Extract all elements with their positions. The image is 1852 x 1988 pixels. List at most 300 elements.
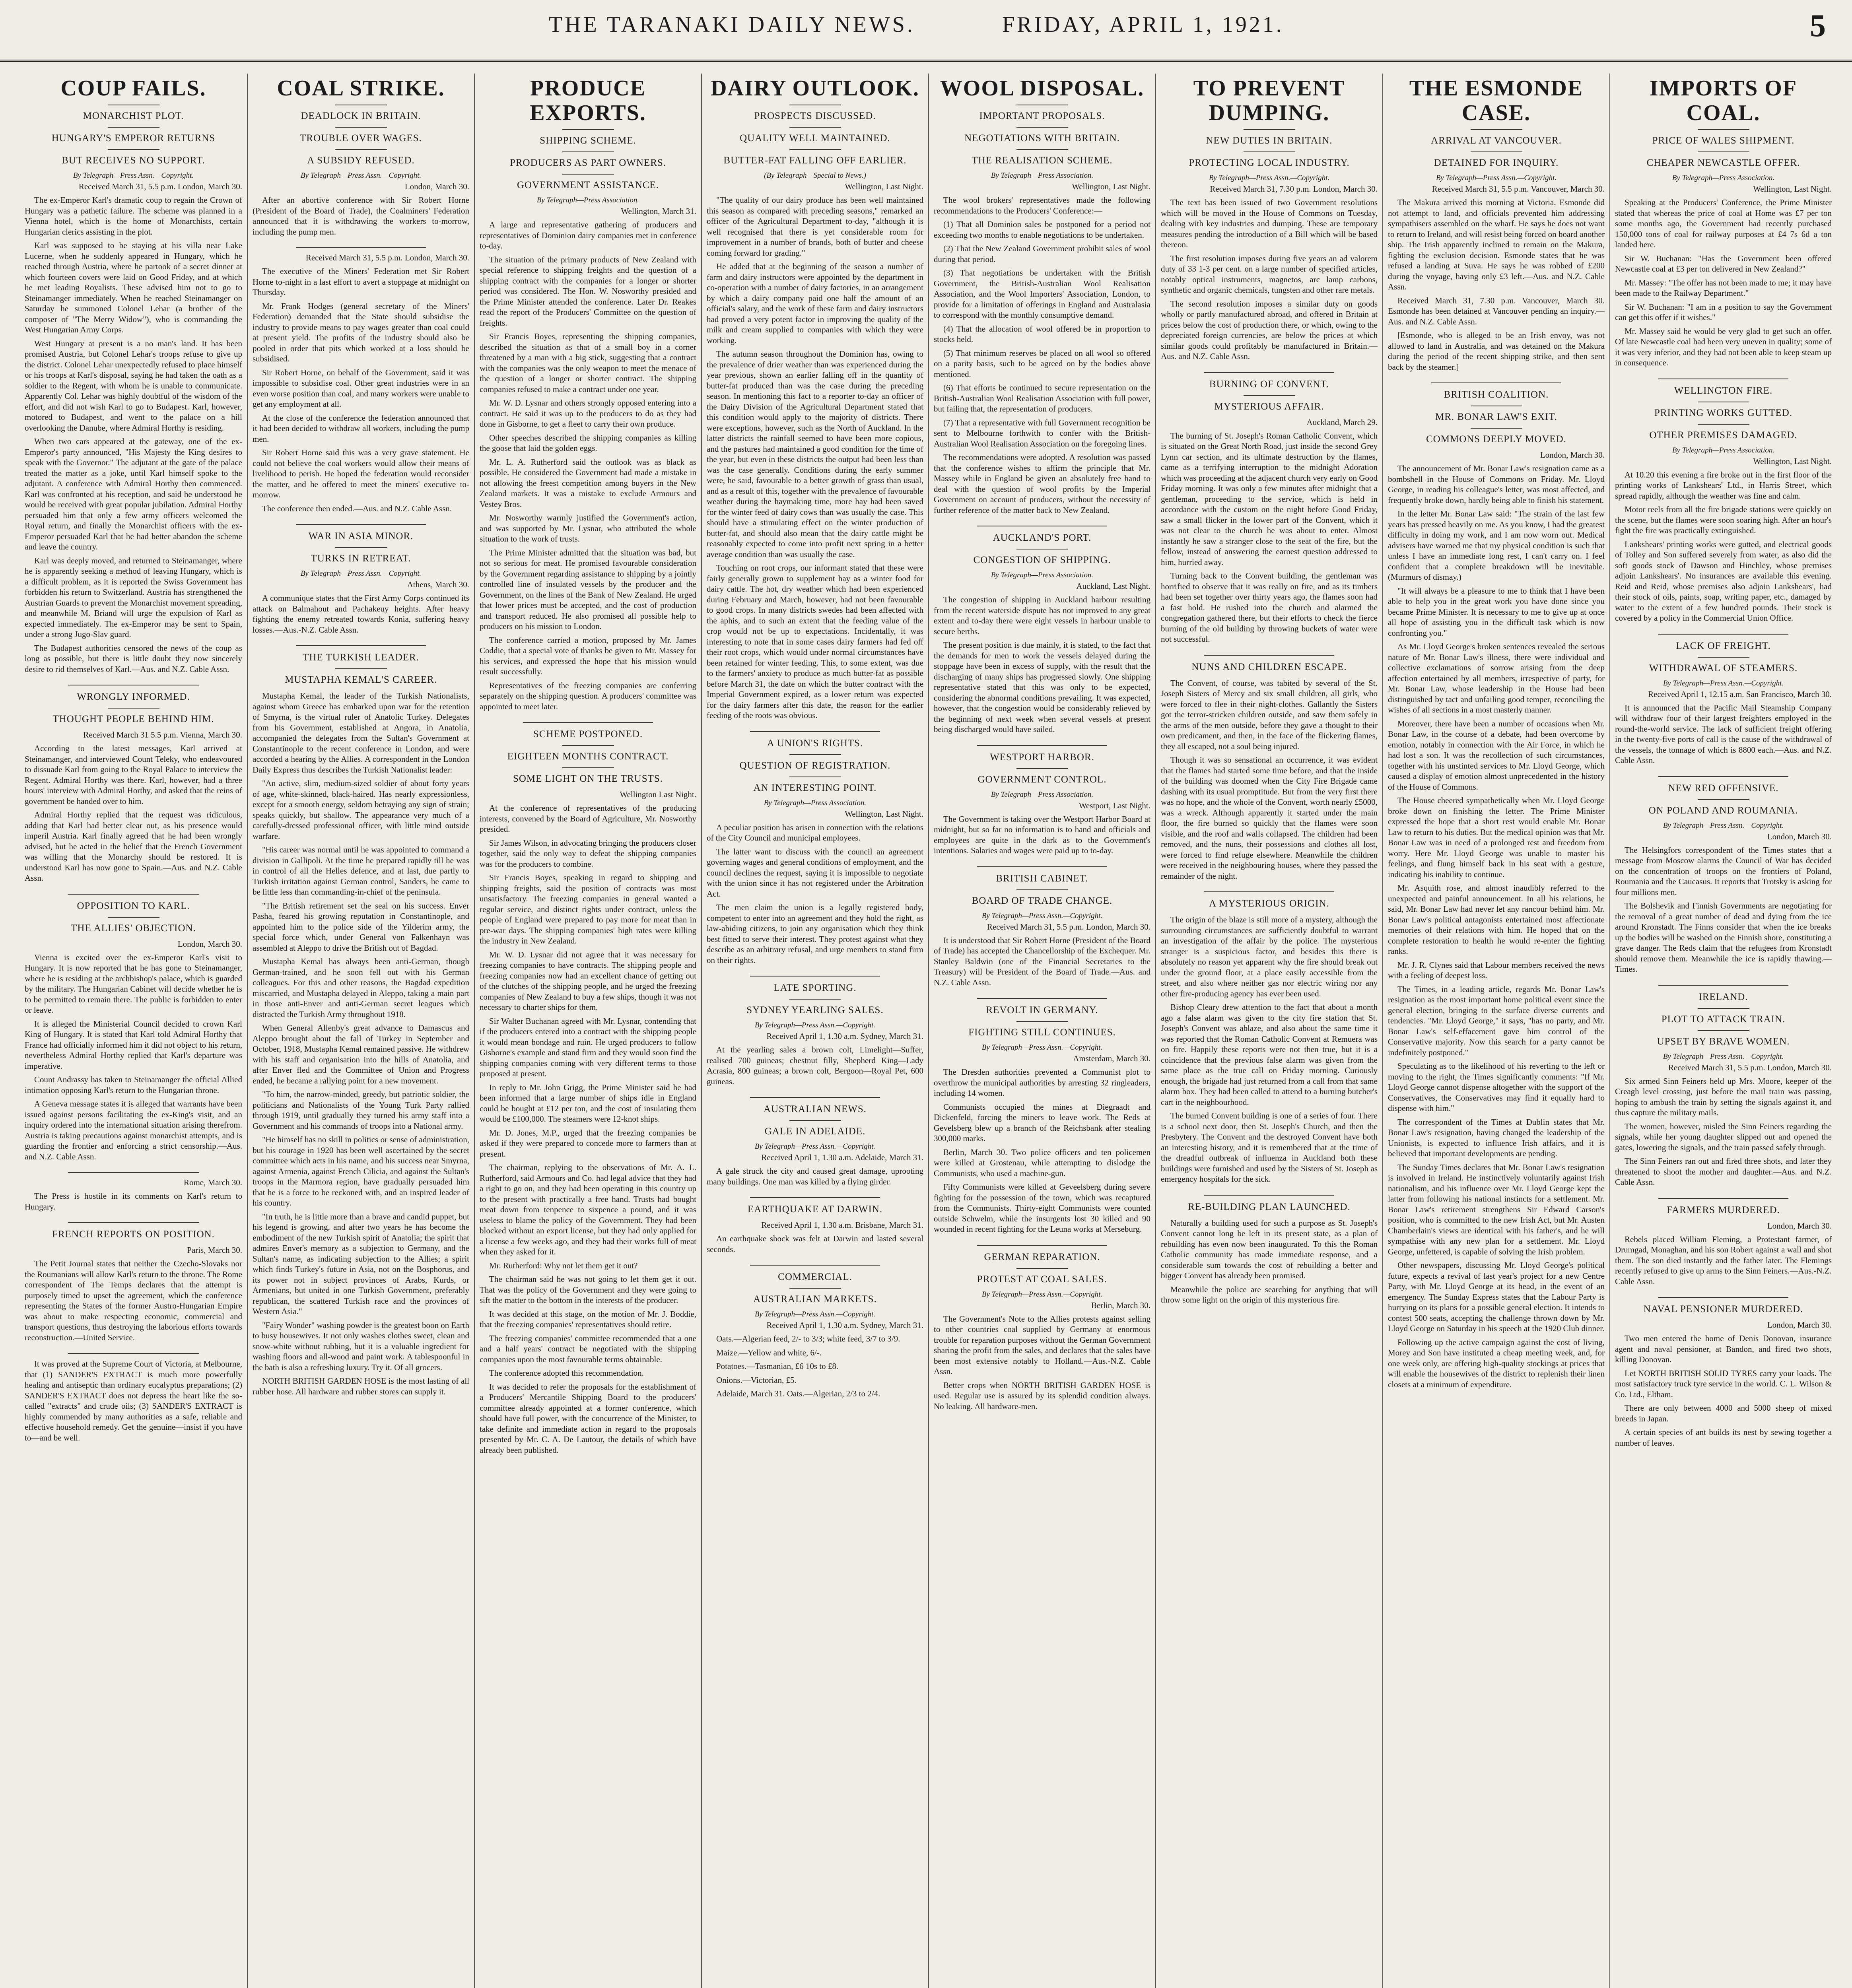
article [707, 1197, 923, 1254]
paragraph: Potatoes.—Tasmanian, £6 10s to £8. [716, 1361, 839, 1371]
subhead-rule [108, 149, 159, 150]
subhead-rule [562, 745, 614, 746]
paragraph: There are only between 4000 and 5000 sheep of mixed breeds in Japan. [1615, 1403, 1832, 1423]
dateline: Wellington, March 31. [621, 206, 696, 216]
subheadline: GALE IN ADELAIDE. [764, 1126, 866, 1137]
paragraph: Representatives of the freezing companies are conferring separately on the shipping question. A producers' committee was appointed to meet later. [480, 680, 696, 711]
paragraph: The announcement of Mr. Bonar Law's resignation came as a bombshell in the House of Commons on Friday. Mr. Lloyd George, in reading his colleague's letter, was most affected, and frequently broke down, hardly being able to finish his statement. [1388, 464, 1605, 505]
subheadline: BRITISH COALITION. [1444, 389, 1549, 400]
subheadline: BRITISH CABINET. [996, 873, 1088, 884]
paragraph: Mustapha Kemal has always been anti-German, though German-trained, and he soon fell out with his German colleagues. For this and other reasons, the Bagdad expedition miscarried, and Mustapha delayed in Aleppo, taking a main part in those anti-Enver and anti-German secret leagues which distracted the Turkish Army throughout 1918. [253, 957, 469, 1019]
paragraph: The Government's Note to the Allies protests against selling to other countries coal supplied by Germany at enormous trouble for reparation purposes without the German Government sharing the profit from the sales, and declares that the sales have been most extensive notably to Holland.—Aus.-N.Z. Cable Assn. [934, 1314, 1150, 1376]
subheadline: NEW RED OFFENSIVE. [1668, 782, 1779, 794]
dateline: Received April 1, 1.30 a.m. Sydney, March 31. [766, 1031, 923, 1041]
article [1161, 655, 1378, 881]
paragraph: Mustapha Kemal, the leader of the Turkish Nationalists, against whom Greece has embarked upon war for the retention of Smyrna, is the virtual ruler of Anatolic Turkey. Delegates from his Government, established at Angora, in Anatolia, accompanied the delegates from the Sultan's Government at Constantinople to the recent conference in London, and were accorded a hearing by the Allies. A correspondent in the London Daily Express thus describes the Turkish Nationalist leader: [253, 691, 469, 775]
article-separator [1658, 634, 1788, 635]
paragraph: The second resolution imposes a similar duty on goods wholly or partly manufactured abroad, and offered in Britain at prices below the cost of production there, or which, owing to the depreciated foreign currencies, are below the prices at which similar goods could profitably be manufactured in Britain.—Aus. and N.Z. Cable Assn. [1161, 299, 1378, 361]
article [934, 1245, 1150, 1412]
paragraph: Though it was so sensational an occurrence, it was evident that the flames had started some time before, and that the inside of the building was doomed when the City Fire Brigade came dashing with its usual promptitude. But from the very first there was no hope, and the whole of the Convent, worth nearly £5000, was a wreck. Although apparently it started under the main floor, the fire burned so quickly that the flames were soon visible, and the roof and walls collapsed. The children had been removed, and the nuns, their possessions and clothes all lost, were forced to find refuge elsewhere. Meanwhile the children were received in the neighbouring houses, where they passed the remainder of the night. [1161, 755, 1378, 881]
paragraph: The conference then ended.—Aus. and N.Z. Cable Assn. [262, 503, 452, 513]
paragraph: Speculating as to the likelihood of his reverting to the left or moving to the right, the Times significantly comments: "If Mr. Lloyd George cannot dispense altogether with the support of the Conservatives, the Conservatives may find it equally hard to dispense with him." [1388, 1061, 1605, 1113]
article [707, 976, 923, 1087]
subheadline: AUSTRALIAN NEWS. [763, 1104, 867, 1114]
dateline: Rome, March 30. [184, 1178, 242, 1187]
dateline: Wellington, Last Night. [1753, 456, 1832, 466]
article-separator [977, 745, 1107, 746]
paragraph: The Press is hostile in its comments on Karl's return to Hungary. [25, 1191, 242, 1211]
article-separator [1658, 985, 1788, 986]
paragraph: The chairman, replying to the observations of Mr. A. L. Rutherford, said Armours and Co. had legal advice that they had a right to go on, and they had been operating in this country up to the present with practically a free hand. Trusts had bought meat down from tenpence to sixpence a pound, and it was useless to blame the policy of the Government. They had been blocked without an export license, but they had only applied for a license a few weeks ago, and they had their works full of meat when they asked for it. [480, 1163, 696, 1256]
subheadline: BURNING OF CONVENT. [1209, 379, 1329, 390]
dateline: London, March 30. [177, 939, 242, 949]
paragraph: The conference carried a motion, proposed by Mr. James Coddie, that a special vote of thanks be given to Mr. Massey for his services, and expressed the hope that his mission would result successfully. [480, 635, 696, 676]
paragraph: A peculiar position has arisen in connection with the relations of the City Council and municipal employees. [707, 822, 923, 843]
subheadline: A UNION'S RIGHTS. [767, 738, 863, 749]
paragraph: (6) That efforts be continued to secure representation on the British-Australian Wool Realisation Association with full power, but failing that, the representation of producers. [934, 383, 1150, 414]
dateline: Received March 31, 5.5 p.m. London, March 30. [78, 182, 242, 191]
dateline: Received March 31, 7.30 p.m. London, March 30. [1210, 184, 1378, 194]
article [707, 731, 923, 966]
paragraph: The Makura arrived this morning at Victoria. Esmonde did not attempt to land, and officials prevented him addressing sympathisers assembled on the wharf. He says he does not want to return to Ireland, and will resist being forced on board another ship. The Irish apparently inclined to remain on the Makura, fighting the exclusion decision. Esmonde states that he was refused a landing at Suva. He says he was robbed of £200 during the voyage, having only £3 left.—Aus. and N.Z. Cable Assn. [1388, 198, 1605, 291]
paragraph: Count Andrassy has taken to Steinamanger the official Allied intimation opposing Karl's return to the Hungarian throne. [25, 1075, 242, 1095]
headline: COUP FAILS. [60, 76, 206, 101]
column-1 [20, 74, 247, 1988]
article-separator [750, 731, 880, 732]
article [707, 1097, 923, 1187]
article [934, 745, 1150, 856]
article [1615, 1297, 1832, 1448]
article [1388, 76, 1605, 372]
subhead-rule [1471, 428, 1522, 429]
article [253, 76, 469, 237]
subhead-rule [1016, 127, 1068, 128]
subheadline: FRENCH REPORTS ON POSITION. [52, 1229, 215, 1240]
byline: By Telegraph—Press Assn.—Copyright. [1663, 679, 1784, 687]
subhead-rule [1244, 395, 1295, 396]
paragraph: Mr. L. A. Rutherford said the outlook was as black as possible. He considered the Government had made a mistake in not allowing the freest competition among buyers in the New Zealand markets. It was a mistake to exclude Armours and Vestey Bros. [480, 457, 696, 509]
subheadline: AUSTRALIAN MARKETS. [753, 1294, 877, 1305]
subheadline: THE TURKISH LEADER. [303, 652, 419, 663]
dateline: Received March 31 5.5 p.m. Vienna, March 30. [83, 730, 242, 740]
article-separator [1204, 372, 1334, 373]
article [25, 76, 242, 674]
subhead-rule [335, 668, 387, 669]
column-2 [247, 74, 474, 1988]
paragraph: The text has been issued of two Government resolutions which will be moved in the House of Commons on Tuesday, dealing with key industries and dumping. These are temporary measures pending the introduction of a Bill which will be based thereon. [1161, 198, 1378, 249]
article [1161, 891, 1378, 1184]
subheadline: IRELAND. [1698, 991, 1748, 1002]
article-separator [68, 1353, 198, 1354]
byline: By Telegraph—Press Assn.—Copyright. [981, 1043, 1103, 1052]
subheadline: COMMONS DEEPLY MOVED. [1426, 434, 1566, 445]
column-3 [474, 74, 701, 1988]
headline: THE ESMONDE CASE. [1409, 76, 1584, 125]
paragraph: Meanwhile the police are searching for anything that will throw some light on the origin of this mysterious fire. [1161, 1284, 1378, 1305]
subhead-rule [1244, 129, 1295, 130]
subheadline: REVOLT IN GERMANY. [986, 1005, 1098, 1015]
paragraph: The wool brokers' representatives made the following recommendations to the Producers' Conference:— [934, 195, 1150, 215]
subhead-rule [1698, 657, 1749, 658]
subheadline: GOVERNMENT ASSISTANCE. [517, 180, 659, 190]
article [25, 1353, 242, 1443]
article [25, 685, 242, 883]
dateline: Received April 1, 1.30 a.m. Sydney, March 31. [766, 1320, 923, 1330]
newspaper-title: THE TARANAKI DAILY NEWS. [549, 12, 915, 37]
dateline: Athens, March 30. [407, 580, 469, 589]
article-separator [1204, 891, 1334, 892]
paragraph: A gale struck the city and caused great damage, uprooting many buildings. One man was killed by a flying girder. [707, 1166, 923, 1186]
subheadline: SCHEME POSTPONED. [533, 729, 643, 740]
paragraph: The Sunday Times declares that Mr. Bonar Law's resignation is involved in Ireland. He instinctively voluntarily against Irish nationalism, and his influence over Mr. Lloyd George kept the latter from following his national instincts for a settlement. Mr. Bonar Law's retirement strengthens Sir Edward Carson's position, who is committed to the new Irish Act, but Mr. Austen Chamberlain's views are identical with his father's, and he will sympathise with any new plan for a settlement. Mr. Lloyd George, unfettered, is capable of solving the Irish problem. [1388, 1162, 1605, 1256]
paragraph: Rebels placed William Fleming, a Protestant farmer, of Drumgad, Monaghan, and his son Robert against a wall and shot them. The son died instantly and the father later. The Flemings recently refused to give up arms to the Sinn Feiners.—Aus.-N.Z. Cable Assn. [1615, 1234, 1832, 1286]
subheadline: WITHDRAWAL OF STEAMERS. [1649, 662, 1798, 674]
paragraph: (4) That the allocation of wool offered be in proportion to stocks held. [934, 324, 1150, 344]
paragraph: The Times, in a leading article, regards Mr. Bonar Law's resignation as the most important home political event since the general election, bringing to the surface diverse currents and tendencies. "Mr. Lloyd George," it says, "has no party, and Mr. Bonar Law's self-effacement gave him control of the Conservative majority. Now this search for a party cannot be indefinitely postponed." [1388, 984, 1605, 1057]
paragraph: At the close of the conference the federation announced that it had been decided to withdraw all workers, including the pump men. [253, 413, 469, 444]
paragraph: Oats.—Algerian feed, 2/- to 3/3; white feed, 3/7 to 3/9. [716, 1334, 900, 1343]
paragraph: According to the latest messages, Karl arrived at Steinamanger, and interviewed Count Teleky, who endeavoured to dissuade Karl from going to the Royal Palace to interview the Regent. Admiral Horthy was there. Karl, however, had a three hours' interview with Admiral Horthy, and asked that the reins of government be handed over to him. [25, 744, 242, 806]
paragraph: Mr. Massey said he would be very glad to get such an offer. Of late Newcastle coal had been very uneven in quality; some of it was very inferior, and they had not been able to keep steam up in consequence. [1615, 326, 1832, 367]
subheadline: CONGESTION OF SHIPPING. [973, 555, 1111, 565]
byline: By Telegraph—Press Assn.—Copyright. [73, 171, 194, 180]
subhead-rule [108, 127, 159, 128]
paragraph: Motor reels from all the fire brigade stations were quickly on the scene, but the flames were soon soaring high. After an hour's fight the fire was practically extinguished. [1615, 505, 1832, 535]
column-7 [1382, 74, 1609, 1988]
article-separator [68, 1172, 198, 1173]
subheadline: THE REALISATION SCHEME. [972, 155, 1113, 166]
paragraph: The present position is due mainly, it is stated, to the fact that the demands for men to work the vessels delayed during the stoppage have been in excess of supply, with the result that the discharging of many ships has progressed slowly. One shipping representative stated that this was only to be expected, considering the abnormal conditions prevailing. It was expected, however, that the congestion would be considerably relieved by the beginning of next week when several vessels at present being discharged would have sailed. [934, 640, 1150, 734]
paragraph: NORTH BRITISH GARDEN HOSE is the most lasting of all rubber hose. All hardware and rubber stores can supply it. [253, 1376, 469, 1396]
paragraph: Bishop Cleary drew attention to the fact that about a month ago a false alarm was given to the city fire station that St. Joseph's Convent was ablaze, and also about the same time it was reported that the Roman Catholic Convent at Remuera was on fire. Happily these reports were not then true, but it is a coincidence that the previous false alarm was given from the same place as the true call on Friday morning. Curiously enough, the brigade had just returned from a call from that same alarm box. They had been called to attend to a burning butcher's cart in the neighbourhood. [1161, 1002, 1378, 1107]
paragraph: Two men entered the home of Denis Donovan, insurance agent and naval pensioner, at Bandon, and fired two shots, killing Donovan. [1615, 1334, 1832, 1364]
subhead-rule [1698, 151, 1749, 152]
subheadline: QUESTION OF REGISTRATION. [739, 760, 891, 771]
paragraph: It was decided at this stage, on the motion of Mr. J. Boddie, that the freezing companies' representatives should retire. [480, 1309, 696, 1329]
paragraph: Sir Walter Buchanan agreed with Mr. Lysnar, contending that if the producers entered into a contract with the shipping people it would mean bondage and ruin. He urged producers to follow Gisborne's example and stand firm and they would soon find the shipping companies coming with very different terms to those proposed at present. [480, 1016, 696, 1078]
dateline: Auckland, March 29. [1306, 417, 1378, 427]
paragraph: Sir Robert Horne, on behalf of the Government, said it was impossible to subsidise coal. Other great industries were in an even worse position than coal, and many workers were unable to get any employment at all. [253, 367, 469, 409]
subhead-rule [1698, 1030, 1749, 1031]
subhead-rule [1698, 424, 1749, 425]
article [707, 1265, 923, 1399]
subheadline: BUTTER-FAT FALLING OFF EARLIER. [723, 155, 907, 166]
paragraph: The burned Convent building is one of a series of four. There is a school next door, then St. Joseph's Church, and then the Presbytery. The Convent and the destroyed Convent have both an interesting history, and it is remembered that at the time of the dreadful outbreak of influenza in Auckland both these buildings were furnished and used by the Sisters of St. Joseph as emergency hospitals for the sick. [1161, 1111, 1378, 1184]
article [1615, 985, 1832, 1188]
dateline: Wellington, Last Night. [1072, 182, 1150, 191]
article-separator [1658, 776, 1788, 777]
subheadline: WRONGLY INFORMED. [77, 691, 190, 702]
paragraph: Berlin, March 30. Two police officers and ten policemen were killed at Grostenau, while attempting to dislodge the Communists, who used a machine-gun. [934, 1147, 1150, 1178]
paragraph: When two cars appeared at the gateway, one of the ex-Emperor's party announced, "His Majesty the King desires to speak with the Governor." The adjutant at the gate of the palace treated the matter as a joke, until Karl himself spoke to the adjutant. A conference with Admiral Horthy then commenced. Karl was confronted at his reception, and said he understood he would be received with great popular jubilation. Admiral Horthy persuaded him that only a few army officers welcomed the Royal return, and finally the Monarchist officers with the ex-Emperor persuaded Karl that he had better abandon the scheme and leave the country. [25, 437, 242, 551]
article-separator [1658, 1297, 1788, 1298]
subheadline: PROTEST AT COAL SALES. [977, 1274, 1108, 1285]
dateline: London, March 30. [1767, 831, 1832, 841]
page-number: 5 [1810, 8, 1828, 43]
byline: By Telegraph—Press Association. [1672, 174, 1775, 182]
article-separator [1658, 1198, 1788, 1199]
subheadline: MONARCHIST PLOT. [83, 111, 184, 121]
issue-date: FRIDAY, APRIL 1, 1921. [1002, 12, 1284, 37]
subheadline: IMPORTANT PROPOSALS. [979, 111, 1105, 121]
paragraph: Mr. J. R. Clynes said that Labour members received the news with a feeling of deepest loss. [1388, 960, 1605, 980]
paragraph: A large and representative gathering of producers and representatives of Dominion dairy companies met in conference to-day. [480, 220, 696, 250]
paragraph: Fifty Communists were killed at Geveelsberg during severe fighting for the possession of the town, which was recaptured from the Communists. Thirty-eight Communists were counted outside Schwelm, while the insurgents lost 30 killed and 90 wounded in recent fighting for the Leuna works at Merseburg. [934, 1182, 1150, 1234]
dateline: Wellington, Last Night. [1753, 184, 1832, 194]
paragraph: The ex-Emperor Karl's dramatic coup to regain the Crown of Hungary was a pathetic failure. The scheme was planned in a Vienna hotel, which is the home of Monarchists, certain Hungarian clerics assisting in the plot. [25, 195, 242, 237]
subheadline: SHIPPING SCHEME. [540, 135, 636, 146]
subheadline: GOVERNMENT CONTROL. [977, 774, 1107, 785]
paragraph: Speaking at the Producers' Conference, the Prime Minister stated that whereas the price of coal at Home was £7 per ton some months ago, the Government had recently purchased 150,000 tons of coal for railway purposes at £4 7s 6d a ton landed here. [1615, 198, 1832, 249]
article-separator [750, 1265, 880, 1266]
subhead-rule [335, 547, 387, 548]
byline: By Telegraph—Press Assn.—Copyright. [1663, 1052, 1784, 1061]
paragraph: At the conference of representatives of the producing interests, convened by the Board of Agriculture, Mr. Nosworthy presided. [480, 803, 696, 834]
article [253, 524, 469, 635]
paragraph: "The British retirement set the seal on his success. Enver Pasha, feared his growing reputation in Constantinople, and appointed him to the police side of the Yilderim army, the special force which, under General von Falkenhayn was assembled at Aleppo to drive the British out of Bagdad. [253, 901, 469, 953]
byline: By Telegraph—Press Association. [991, 171, 1094, 180]
paragraph: In the letter Mr. Bonar Law said: "The strain of the last few years has pressed heavily on me. As you know, I had the greatest difficulty in doing my work, and I am now worn out. Medical advisers have warned me that my physical condition is such that unless I have an immediate long rest, I can't carry on. I feel confident that a complete breakdown will be inevitable. (Murmurs of dismay.) [1388, 509, 1605, 582]
paragraph: Sir Francis Boyes, speaking in regard to shipping and shipping freights, said the position of contracts was most unsatisfactory. The freezing companies in general wanted a regular service, and distinct rights under contract, unless the people of England were prepared to pay more for meat than in pre-war days. The shipping companies' high rates were killing the industry in New Zealand. [480, 873, 696, 945]
article [1615, 1198, 1832, 1287]
article [253, 645, 469, 1397]
article-separator [296, 645, 426, 646]
subhead-rule [562, 174, 614, 175]
article [1388, 382, 1605, 1390]
paragraph: The Convent, of course, was tabited by several of the St. Joseph Sisters of Mercy and six small children, all girls, who were forced to flee in their night-clothes. Gallantly the Sisters got the terror-stricken children outside, and saw them safely in the arms of the men outside, before they gave a thought to their own predicament, and then, in the face of the flickering flames, they all escaped, not a soul being injured. [1161, 678, 1378, 751]
paragraph: Sir Francis Boyes, representing the shipping companies, described the situation as that of a small boy in a corner threatened by a man with a big stick, suggesting that a contract with the companies was the only weapon to meet the menace of the question of a longer or shorter contract. The shipping companies refused to make a contract under one year. [480, 332, 696, 394]
subhead-rule [108, 708, 159, 709]
paragraph: The Sinn Feiners ran out and fired three shots, and later they threatened to shoot the mother and daughter.—Aus. and N.Z. Cable Assn. [1615, 1156, 1832, 1187]
paragraph: As Mr. Lloyd George's broken sentences revealed the serious nature of Mr. Bonar Law's illness, there were individual and collective exclamations of sorrow arising from the deep affection entertained by all members, irrespective of party, for Mr. Bonar Law, whose leadership in the House had been distinguished by tact and unfailing good temper, reconciling the wishes of all sections in a most masterly manner. [1388, 642, 1605, 714]
paragraph: Received March 31, 7.30 p.m. Vancouver, March 30. Esmonde has been detained at Vancouver pending an inquiry.—Aus. and N.Z. Cable Assn. [1388, 295, 1605, 326]
byline: By Telegraph—Press Association. [991, 571, 1094, 579]
subheadline: PRINTING WORKS GUTTED. [1654, 407, 1793, 418]
article [1615, 76, 1832, 368]
paragraph: When General Allenby's great advance to Damascus and Aleppo brought about the fall of Turkey in September and October, 1918, Mustapha Kemal remained passive. He withdrew with his staff and organisation into the hills of Anatolia, and after Enver fled and the Committee of Union and Progress ended, he became a rallying point for a new movement. [253, 1023, 469, 1085]
dateline: Amsterdam, March 30. [1073, 1054, 1150, 1063]
paragraph: The Prime Minister admitted that the situation was bad, but not so serious for meat. He promised favourable consideration by the Government regarding assistance to shipping by a jointly controlled line of insulated vessels by the producer and the Government, on the lines of the Bank of New Zealand. He urged that lower prices must be accepted, and the cost of production and transport reduced. He also promised all possible help to producers on his mission to London. [480, 547, 696, 631]
subheadline: A SUBSIDY REFUSED. [307, 155, 415, 166]
subhead-rule [789, 754, 841, 755]
paragraph: Karl was supposed to be staying at his villa near Lake Lucerne, when he suddenly appeared in Hungary, which he reached through Austria, where he partook of a secret dinner at which fourteen covers were laid on Good Friday, and at which he met leading Royalists. These advised him not to go to Steinamanger immediately. When he reached Steinamanger on Saturday he summoned Colonel Lehar (a brother of the composer of "The Merry Widow"), who is commanding the West Hungarian Army Corps. [25, 241, 242, 334]
article-separator [750, 976, 880, 977]
subheadline: QUALITY WELL MAINTAINED. [740, 133, 890, 144]
article [1615, 634, 1832, 766]
paragraph: The first resolution imposes during five years an ad valorem duty of 33 1-3 per cent. on a large number of specified articles, notably optical instruments, magnetos, arc lamp carbons, synthetic and organic chemicals, tungsten and other rare metals. [1161, 253, 1378, 295]
paragraph: Turning back to the Convent building, the gentleman was horrified to observe that it was really on fire, and as its timbers had been set together over thirty years ago, the flames soon had a fast hold. He rushed into the church and alarmed the congregation gathered there, but their efforts to check the fierce burning of the old building by throwing buckets of water were not successful. [1161, 571, 1378, 644]
subheadline: DEADLOCK IN BRITAIN. [301, 111, 421, 121]
article [25, 894, 242, 1162]
dateline: Received April 1, 12.15 a.m. San Francisco, March 30. [1648, 689, 1832, 699]
paragraph: "The quality of our dairy produce has been well maintained this season as compared with preceding seasons," remarked an officer of the Agricultural Department to-day, "although it is well recognised that there is yet considerable room for improvement in a number of brands, both of butter and cheese coming forward for grading." [707, 195, 923, 258]
byline: By Telegraph—Press Assn.—Copyright. [981, 911, 1103, 920]
subhead-rule [789, 149, 841, 150]
subhead-rule [789, 1288, 841, 1289]
headline: WOOL DISPOSAL. [940, 76, 1145, 101]
byline: (By Telegraph—Special to News.) [764, 171, 866, 180]
paragraph: A Geneva message states it is alleged that warrants have been issued against persons facilitating the ex-King's visit, and an inquiry ordered into the international situation arising therefrom. Austria is taking precautions against monarchist attempts, and is guarding the frontier and enforcing a strict censorship.—Aus. and N.Z. Cable Assn. [25, 1099, 242, 1161]
column-4 [701, 74, 928, 1988]
byline: By Telegraph—Press Assn.—Copyright. [1663, 821, 1784, 830]
subheadline: CHEAPER NEWCASTLE OFFER. [1646, 157, 1800, 168]
paragraph: It was decided to refer the proposals for the establishment of a Producers' Mercantile Shipping Board to the producers' committee already appointed at a former conference, which should have full power, with the concurrence of the Minister, to take definite and immediate action in regard to the proposals presented by Mr. C. A. De Lautour, the details of which have already been published. [480, 1382, 696, 1455]
byline: By Telegraph—Press Assn.—Copyright. [754, 1142, 876, 1151]
paragraph: "In truth, he is little more than a brave and candid puppet, but his legend is growing, and after two years he has become the embodiment of the new Turkish spirit of Anatolia; the spirit that admires Enver's memory as a subjection to Germany, and the Sultan's name, as indicating subjection to the Allies; a spirit which finds Turkey's future in Asia, not on the Bosphorus, and its power not in subject provinces of Arabs, Kurds, or Armenians, but united in one Turkish Government, preferably republican, the scattered Turkish race and the provinces of Western Asia." [253, 1211, 469, 1316]
subheadline: BUT RECEIVES NO SUPPORT. [62, 155, 205, 166]
subhead-rule [562, 151, 614, 152]
byline: By Telegraph—Press Association. [764, 798, 867, 807]
paragraph: The Budapest authorities censored the news of the coup as long as possible, but there is little doubt they now sincerely desire to rid themselves of Karl.—Aus. and N.Z. Cable Assn. [25, 643, 242, 674]
dateline: Wellington, Last Night. [845, 809, 923, 819]
subhead-rule [789, 127, 841, 128]
article-separator [977, 998, 1107, 999]
paragraph: It is alleged the Ministerial Council decided to crown Karl King of Hungary. It is stated that Karl told Admiral Horthy that France had officially informed him it did not object to his return, nevertheless Admiral Horthy replied that Karl's departure was imperative. [25, 1019, 242, 1071]
byline: By Telegraph—Press Assn.—Copyright. [300, 569, 422, 578]
paragraph: The latter want to discuss with the council an agreement governing wages and general conditions of employment, and the council declines the request, saying it is impossible to negotiate with the union since it has not registered under the Arbitration Act. [707, 846, 923, 899]
paragraph: The autumn season throughout the Dominion has, owing to the prevalence of drier weather than was experienced during the year previous, shown an earlier falling off in the quantity of butter-fat produced than was the case during the preceding season. In mentioning this fact to a reporter to-day an officer of the Dairy Division of the Agricultural Department stated that this condition would apply to the majority of districts. There were exceptions, however, such as the North of Auckland. In the latter districts the rainfall seemed to have been more copious, and the pastures had maintained a good condition for the time of the year, but even in these districts the output had been less than was the case generally. Conditions during the early summer were, he said, favourable to a better growth of grass than usual, and as a result of this, together with the prevalence of favourable weather during the haymaking time, more hay had been saved for the winter feed of dairy cows than was usually the case. This should have a stimulating effect on the winter production of butter-fat, and should also mean that the dairy cattle might be reasonably expected to come into profit next spring in a better average condition than was usually the case. [707, 349, 923, 559]
subhead-rule [1698, 799, 1749, 800]
subheadline: LACK OF FREIGHT. [1676, 640, 1771, 651]
paragraph: Touching on root crops, our informant stated that these were fairly generally grown to supplement hay as a winter food for dairy cattle. The hot, dry weather which had been experienced during February and March, however, had not been favourable to good crops. In many districts swedes had been affected with the aphis, and to such an extent that the feeding value of the crop would not be up to expectations. Incidentally, it was interesting to note that in some cases dairy farmers had fed off their root crops, which would under normal circumstances have been retained for winter feeding. This, to some extent, was due to the farmers' anxiety to produce as much butter-fat as possible before March 31, the date on which the butter contract with the Imperial Government expired, as a lower return was expected for the dairy farmers after this date, the reason for the earlier feeding of the roots was obvious. [707, 563, 923, 720]
paragraph: Lankshears' printing works were gutted, and electrical goods of Tolley and Son suffered severely from water, as also did the soft goods stock of Dawson and Hinchley, whose premises adjoin Lankshears'. No insurances are available this evening. Reid and Reid, whose premises also adjoin Lankshears', had their stock of oils, paints, soap, writing paper, etc., damaged by water to the extent of a few hundred pounds. Their stock is covered by a policy in the Commercial Union Office. [1615, 539, 1832, 623]
subheadline: OTHER PREMISES DAMAGED. [1649, 429, 1798, 441]
subhead-rule [1016, 768, 1068, 769]
paragraph: Mr. Massey: "The offer has not been made to me; it may have been made to the Railway Department." [1615, 278, 1832, 298]
paragraph: Mr. Asquith rose, and almost inaudibly referred to the unexpected and painful announcement. In all his relations, he said, Mr. Bonar Law had never let any rancour behind him. Mr. Bonar Law's political antagonists entertained most affectionate memories of their relations with him. He hoped that on the complete restoration to health he would re-enter the fighting ranks. [1388, 883, 1605, 956]
article-separator [296, 524, 426, 525]
subhead-rule [1698, 1008, 1749, 1009]
subhead-rule [1016, 1021, 1068, 1022]
dateline: Auckland, Last Night. [1076, 581, 1150, 591]
subheadline: COMMERCIAL. [778, 1272, 852, 1282]
paragraph: Mr. Nosworthy warmly justified the Government's action, and was supported by Mr. Lysnar, who attributed the whole situation to the work of trusts. [480, 513, 696, 544]
paragraph: The burning of St. Joseph's Roman Catholic Convent, which is situated on the Great North Road, just inside the second Grey Lynn car section, and its ultimate destruction by the flames, came as a terrifying interruption to the midnight Adoration which was proceeding at the adjacent church very early on Good Friday morning. It was only a few minutes after midnight that a gentleman, proceeding to the service, which is held in accordance with the custom on the night before Good Friday, saw a small flicker in the lower part of the Convent, which it was not clear to the church he was about to enter. Almost instantly he saw a stranger close to the seat of the fire, but the fellow, instead of answering the earnest question addressed to him, hurried away. [1161, 431, 1378, 567]
subheadline: A MYSTERIOUS ORIGIN. [1209, 898, 1329, 909]
paragraph: The situation of the primary products of New Zealand with special reference to shipping freights and the question of a shipping contract with the companies for a longer or shorter period was considered. The Hon. W. Nosworthy presided and the Prime Minister attended the conference. Later Dr. Reakes read the report of the Producers' Committee on the question of freights. [480, 254, 696, 328]
paragraph: After an abortive conference with Sir Robert Horne (President of the Board of Trade), the Coalminers' Federation announced that it is withdrawing the workers to-morrow, including the pump men. [253, 195, 469, 237]
headline: PRODUCE EXPORTS. [530, 76, 646, 125]
byline: By Telegraph—Press Assn.—Copyright. [754, 1310, 876, 1318]
subhead-rule [562, 129, 614, 130]
subheadline: WESTPORT HARBOR. [990, 751, 1094, 763]
subheadline: DETAINED FOR INQUIRY. [1434, 157, 1559, 168]
paragraph: Vienna is excited over the ex-Emperor Karl's visit to Hungary. It is now reported that he has gone to Steinamanger, where he is residing at the archbishop's palace, which is guarded by the military. The Hungarian Cabinet will decide whether he is to be permitted to remain there. The public is forbidden to enter or leave. [25, 952, 242, 1015]
subheadline: PRODUCERS AS PART OWNERS. [509, 157, 667, 168]
article [480, 722, 696, 1455]
article-separator [750, 1197, 880, 1198]
article-separator [750, 1097, 880, 1098]
subheadline: AUCKLAND'S PORT. [993, 532, 1092, 543]
columns-container [20, 74, 1837, 1988]
paragraph: The correspondent of the Times at Dublin states that Mr. Bonar Law's resignation, having changed the leadership of the Unionists, is expected to influence Irish affairs, and it is believed that important developments are pending. [1388, 1117, 1605, 1158]
dateline: Westport, Last Night. [1079, 800, 1150, 810]
article [1615, 776, 1832, 975]
byline: By Telegraph—Press Association. [536, 196, 639, 204]
paragraph: An earthquake shock was felt at Darwin and lasted several seconds. [707, 1234, 923, 1254]
paragraph: Mr. Rutherford: Why not let them get it out? [489, 1260, 638, 1270]
subheadline: FARMERS MURDERED. [1667, 1204, 1780, 1215]
subheadline: LATE SPORTING. [773, 982, 857, 993]
paragraph: [Esmonde, who is alleged to be an Irish envoy, was not allowed to land in Australia, and was detained on the Makura during the period of the recent shipping strike, and then sent back by the steamer.] [1388, 330, 1605, 372]
byline: By Telegraph—Press Assn.—Copyright. [300, 171, 422, 180]
paragraph: Six armed Sinn Feiners held up Mrs. Moore, keeper of the Creagh level crossing, just before the mail train was passing, hoping to ambush the train by setting the signals against it, and thus capture the military mails. [1615, 1076, 1832, 1117]
paragraph: The men claim the union is a legally registered body, competent to enter into an agreement and they hold the right, as law-abiding citizens, to join any organisation which they think best fitted to serve their interest. They protest against what they describe as an arbitrary refusal, and urge members to stand firm on their rights. [707, 903, 923, 965]
headline: DAIRY OUTLOOK. [711, 76, 919, 101]
subheadline: TROUBLE OVER WAGES. [300, 133, 422, 144]
subheadline: HUNGARY'S EMPEROR RETURNS [51, 133, 216, 144]
paragraph: Other newspapers, discussing Mr. Lloyd George's political future, expects a revival of last year's project for a new Centre Party, with Mr. Lloyd George at its head, in the event of an emergency. The Sunday Express states that the Labour Party is hurrying on its plans for a possible general election. It intends to contest 500 seats, accepting the challenge thrown down by Mr. Lloyd George on Saturday in his speech at the 1920 Club dinner. [1388, 1260, 1605, 1333]
dateline: Paris, March 30. [187, 1245, 242, 1255]
paragraph: Sir Robert Horne said this was a very grave statement. He could not believe the coal workers would allow their means of livelihood to perish. He hoped the federation would reconsider the matter, and he offered to meet the miners' executive to-morrow. [253, 448, 469, 499]
subhead-rule [1016, 889, 1068, 890]
paragraph: In reply to Mr. John Grigg, the Prime Minister said he had been informed that a large number of ships idle in England could be bought at £12 per ton, and the cost of insulating them would be £100,000. The steamers were 12-knot ships. [480, 1082, 696, 1124]
paragraph: Communists occupied the mines at Diegraadt and Dickenfeld, forcing the miners to leave work. The Reds at Gevelsberg blew up a branch of the Reichsbank after stealing 300,000 marks. [934, 1102, 1150, 1143]
article-separator [977, 866, 1107, 867]
subheadline: NUNS AND CHILDREN ESCAPE. [1191, 661, 1347, 672]
byline: By Telegraph—Press Association. [1672, 446, 1775, 454]
subheadline: EIGHTEEN MONTHS CONTRACT. [507, 751, 669, 762]
article [934, 866, 1150, 988]
paragraph: Mr. W. D. Lysnar and others strongly opposed entering into a contract. He said it was up to the producers to do as they had done in Gisborne, to get a fleet to carry their own produce. [480, 398, 696, 429]
subheadline: ARRIVAL AT VANCOUVER. [1431, 135, 1562, 146]
paragraph: The Government is taking over the Westport Harbor Board at midnight, but so far no information is to hand and officials and employees are quite in the dark as to the Government's intentions. Salaries and wages were paid up to to-day. [934, 814, 1150, 855]
paragraph: "It will always be a pleasure to me to think that I have been able to help you in the great work you have done since you became Prime Minister. It is necessary to me to give up at once all hope of assisting you in the difficult task which is now confronting you." [1388, 586, 1605, 638]
subheadline: FIGHTING STILL CONTINUES. [968, 1027, 1116, 1038]
headline: COAL STRIKE. [277, 76, 445, 101]
paragraph: (3) That negotiations be undertaken with the British Government, the British-Australian Wool Realisation Association, and the Wool Importers' Association, London, to provide for a limitation of offerings in England and Australasia to correspond with the monthly consumptive demand. [934, 268, 1150, 320]
paragraph: At the yearling sales a brown colt, Limelight—Suffer, realised 700 guineas; chestnut filly, Shepherd King—Lady Acrasia, 800 guineas; a brown colt, Bergoon—Royal Pet, 600 guineas. [707, 1045, 923, 1086]
subhead-rule [1471, 129, 1522, 130]
subhead-rule [1698, 129, 1749, 130]
paragraph: The Bolshevik and Finnish Governments are negotiating for the removal of a great number of dead and dying from the ice around Kronstadt. The Finns consider that when the ice breaks up the bodies will be washed on the Finnish shore, constituting a grave danger. The Reds claim that the refugees from Kronstadt should remove them. Meanwhile the ice is rapidly thawing.—Times. [1615, 901, 1832, 974]
dateline: London, March 30. [1767, 1320, 1832, 1330]
byline: By Telegraph—Press Association. [991, 790, 1094, 799]
subheadline: WELLINGTON FIRE. [1674, 385, 1773, 396]
paragraph: Moreover, there have been a number of occasions when Mr. Bonar Law, in the course of a debate, had been overcome by emotion, notably in connection with the Air Force, in which he had lost a son. It was the recollection of such circumstances, together with his unstinted services to Mr. Lloyd George, which caused a display of emotion almost unprecedented in the history of the House of Commons. [1388, 718, 1605, 792]
paragraph: The recommendations were adopted. A resolution was passed that the conference wishes to affirm the principle that Mr. Massey while in England be given an absolutely free hand to deal with the question of wool profits by the Imperial Government on account of producers, without the necessity of further reference of the matter back to New Zealand. [934, 452, 1150, 515]
paragraph: A communique states that the First Army Corps continued its attack on Balmahout and Pachakeuy heights. After heavy fighting the enemy retreated towards Konia, suffering heavy losses.—Aus.-N.Z. Cable Assn. [253, 593, 469, 635]
byline: By Telegraph—Press Assn.—Copyright. [1209, 174, 1330, 182]
paragraph: Sir James Wilson, in advocating bringing the producers closer together, said the only way to defeat the shipping companies was for the producers to combine. [480, 838, 696, 869]
subheadline: THOUGHT PEOPLE BEHIND HIM. [52, 714, 214, 724]
column-8 [1609, 74, 1836, 1988]
paragraph: Mr. Frank Hodges (general secretary of the Miners' Federation) demanded that the State should subsidise the industry to provide means to pay wages greater than coal could at present yield. The profits of the industry should also be pooled in order that pits which worked at a loss should be subsidised. [253, 301, 469, 363]
column-5 [928, 74, 1155, 1988]
paragraph: The origin of the blaze is still more of a mystery, although the surrounding circumstances are sufficiently doubtful to warrant an investigation of the affair by the police. The mysterious stranger is a suspicious factor, and besides this there is absolutely no reason yet apparent why the fire should break out under the ground floor, at a place easily accessible from the street, and also where neither gas nor electric wiring nor any other fire-producing agency has ever been used. [1161, 915, 1378, 998]
paragraph: (5) That minimum reserves be placed on all wool so offered on a parity basis, such to be agreed on by the bodies above mentioned. [934, 348, 1150, 379]
paragraph: (2) That the New Zealand Government prohibit sales of wool during that period. [934, 244, 1150, 264]
dateline: Received March 31, 5.5 p.m. London, March 30. [987, 922, 1150, 932]
subhead-rule [108, 917, 159, 918]
subhead-rule [1471, 151, 1522, 152]
subheadline: OPPOSITION TO KARL. [77, 900, 190, 911]
subheadline: AN INTERESTING POINT. [753, 782, 877, 793]
article-separator [68, 894, 198, 895]
paragraph: He added that at the beginning of the season a number of farm and dairy instructors were appointed by the department in co-operation with a number of dairy factories, in an arrangement by which a dairy company paid one half the amount of an official's salary, and the work of these farm and dairy instructors had proved a very potent factor in improving the quality of the milk and cream supplied to companies with which they were working. [707, 262, 923, 345]
article [25, 1222, 242, 1343]
paragraph: Better crops when NORTH BRITISH GARDEN HOSE is used. Regular use is assured by its splendid condition always. No leaking. All hardware-men. [934, 1380, 1150, 1411]
paragraph: The Helsingfors correspondent of the Times states that a message from Moscow alarms the Council of War has decided on the concentration of troops on the frontiers of Poland, Roumania and the Caucasus. It reports that Trotsky is asking for four millions men. [1615, 845, 1832, 897]
article [25, 1172, 242, 1212]
paragraph: The House cheered sympathetically when Mr. Lloyd George broke down on finishing the letter. The Prime Minister expressed the hope that a short rest would enable Mr. Bonar Law to return to his duties. But the medical opinion was that Mr. Bonar Law was in need of a prolonged rest and freedom from worry. Here Mr. Lloyd George was unable to master his feelings, and flung himself back in his seat with a gesture, indicating his inability to continue. [1388, 796, 1605, 879]
subhead-rule [1016, 1268, 1068, 1269]
article [934, 998, 1150, 1235]
article [934, 76, 1150, 515]
paragraph: The women, however, misled the Sinn Feiners regarding the signals, while her young daughter slipped out and opened the gates, lowering the signals, and the train passed safely through. [1615, 1121, 1832, 1152]
dateline: Berlin, March 30. [1091, 1300, 1150, 1310]
paragraph: "To him, the narrow-minded, greedy, but patriotic soldier, the politicians and Nationalists of the Young Turk Party rallied through 1919, until gradually they turned his army staff into a Government and his commands of troops into a National army. [253, 1089, 469, 1131]
